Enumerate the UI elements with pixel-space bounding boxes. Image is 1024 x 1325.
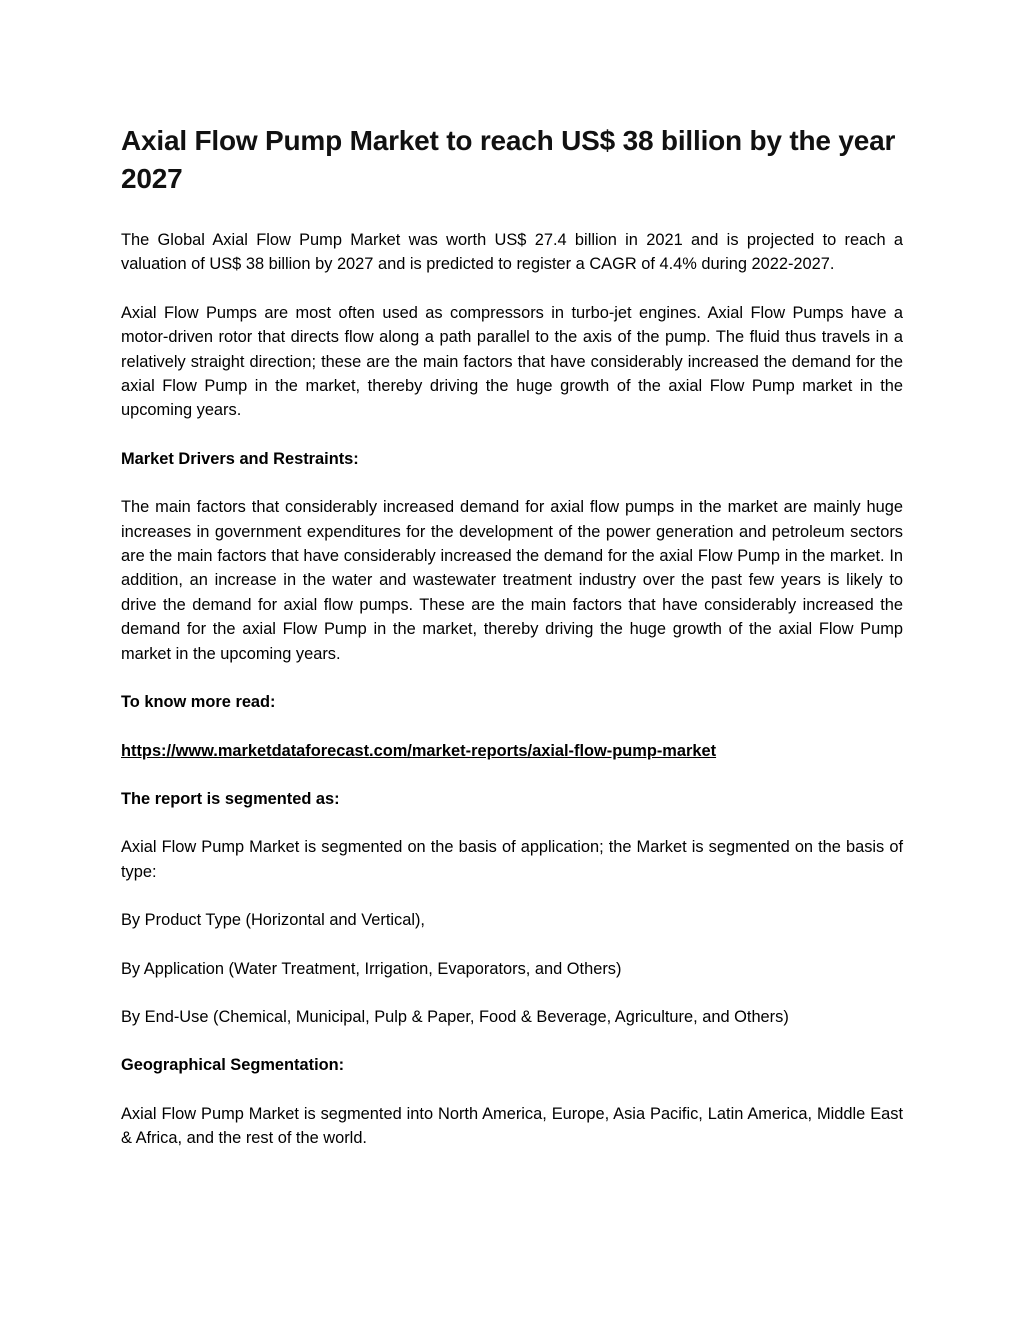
page-title: Axial Flow Pump Market to reach US$ 38 billion by the year 2027: [121, 125, 896, 194]
overview-paragraph: Axial Flow Pumps are most often used as compressors in turbo-jet engines. Axial Flow Pumps have a motor-driven rotor that directs flow along a path parallel to the axis of the pump. The fluid thus travels in a relatively straight direction; these are the main factors that have considerably increased the demand for the axial Flow Pump in the market, thereby driving the huge growth of the axial Flow Pump market in the upcoming years.: [121, 303, 903, 420]
segment-application: By Application (Water Treatment, Irrigation, Evaporators, and Others): [121, 959, 622, 978]
segmented-heading: The report is segmented as:: [121, 789, 340, 808]
report-link[interactable]: https://www.marketdataforecast.com/market-reports/axial-flow-pump-market: [121, 741, 717, 760]
drivers-heading: Market Drivers and Restraints:: [121, 449, 359, 468]
segmented-paragraph: Axial Flow Pump Market is segmented on the basis of application; the Market is segmented on the basis of type:: [121, 838, 903, 881]
document-page: [121, 122, 903, 1175]
geo-heading: Geographical Segmentation:: [121, 1056, 345, 1075]
segment-end-use: By End-Use (Chemical, Municipal, Pulp & Paper, Food & Beverage, Agriculture, and Others): [121, 1007, 789, 1026]
geo-paragraph: Axial Flow Pump Market is segmented into North America, Europe, Asia Pacific, Latin America, Middle East & Africa, and the rest of the world.: [121, 1104, 903, 1148]
read-more-heading: To know more read:: [121, 693, 276, 712]
segment-product-type: By Product Type (Horizontal and Vertical),: [121, 911, 425, 930]
drivers-paragraph: The main factors that considerably increased demand for axial flow pumps in the market are mainly huge increases in government expenditures for the development of the power generation and petroleum sectors are the main factors that have considerably increased the demand for the axial Flow Pump in the market. In addition, an increase in the water and wastewater treatment industry over the past few years is likely to drive the demand for axial flow pumps. These are the main factors that have considerably increased the demand for the axial Flow Pump in the market, thereby driving the huge growth of the axial Flow Pump market in the upcoming years.: [121, 498, 903, 663]
intro-paragraph: The Global Axial Flow Pump Market was worth US$ 27.4 billion in 2021 and is projected to reach a valuation of US$ 38 billion by 2027 and is predicted to register a CAGR of 4.4% during 2022-2027.: [121, 231, 903, 274]
